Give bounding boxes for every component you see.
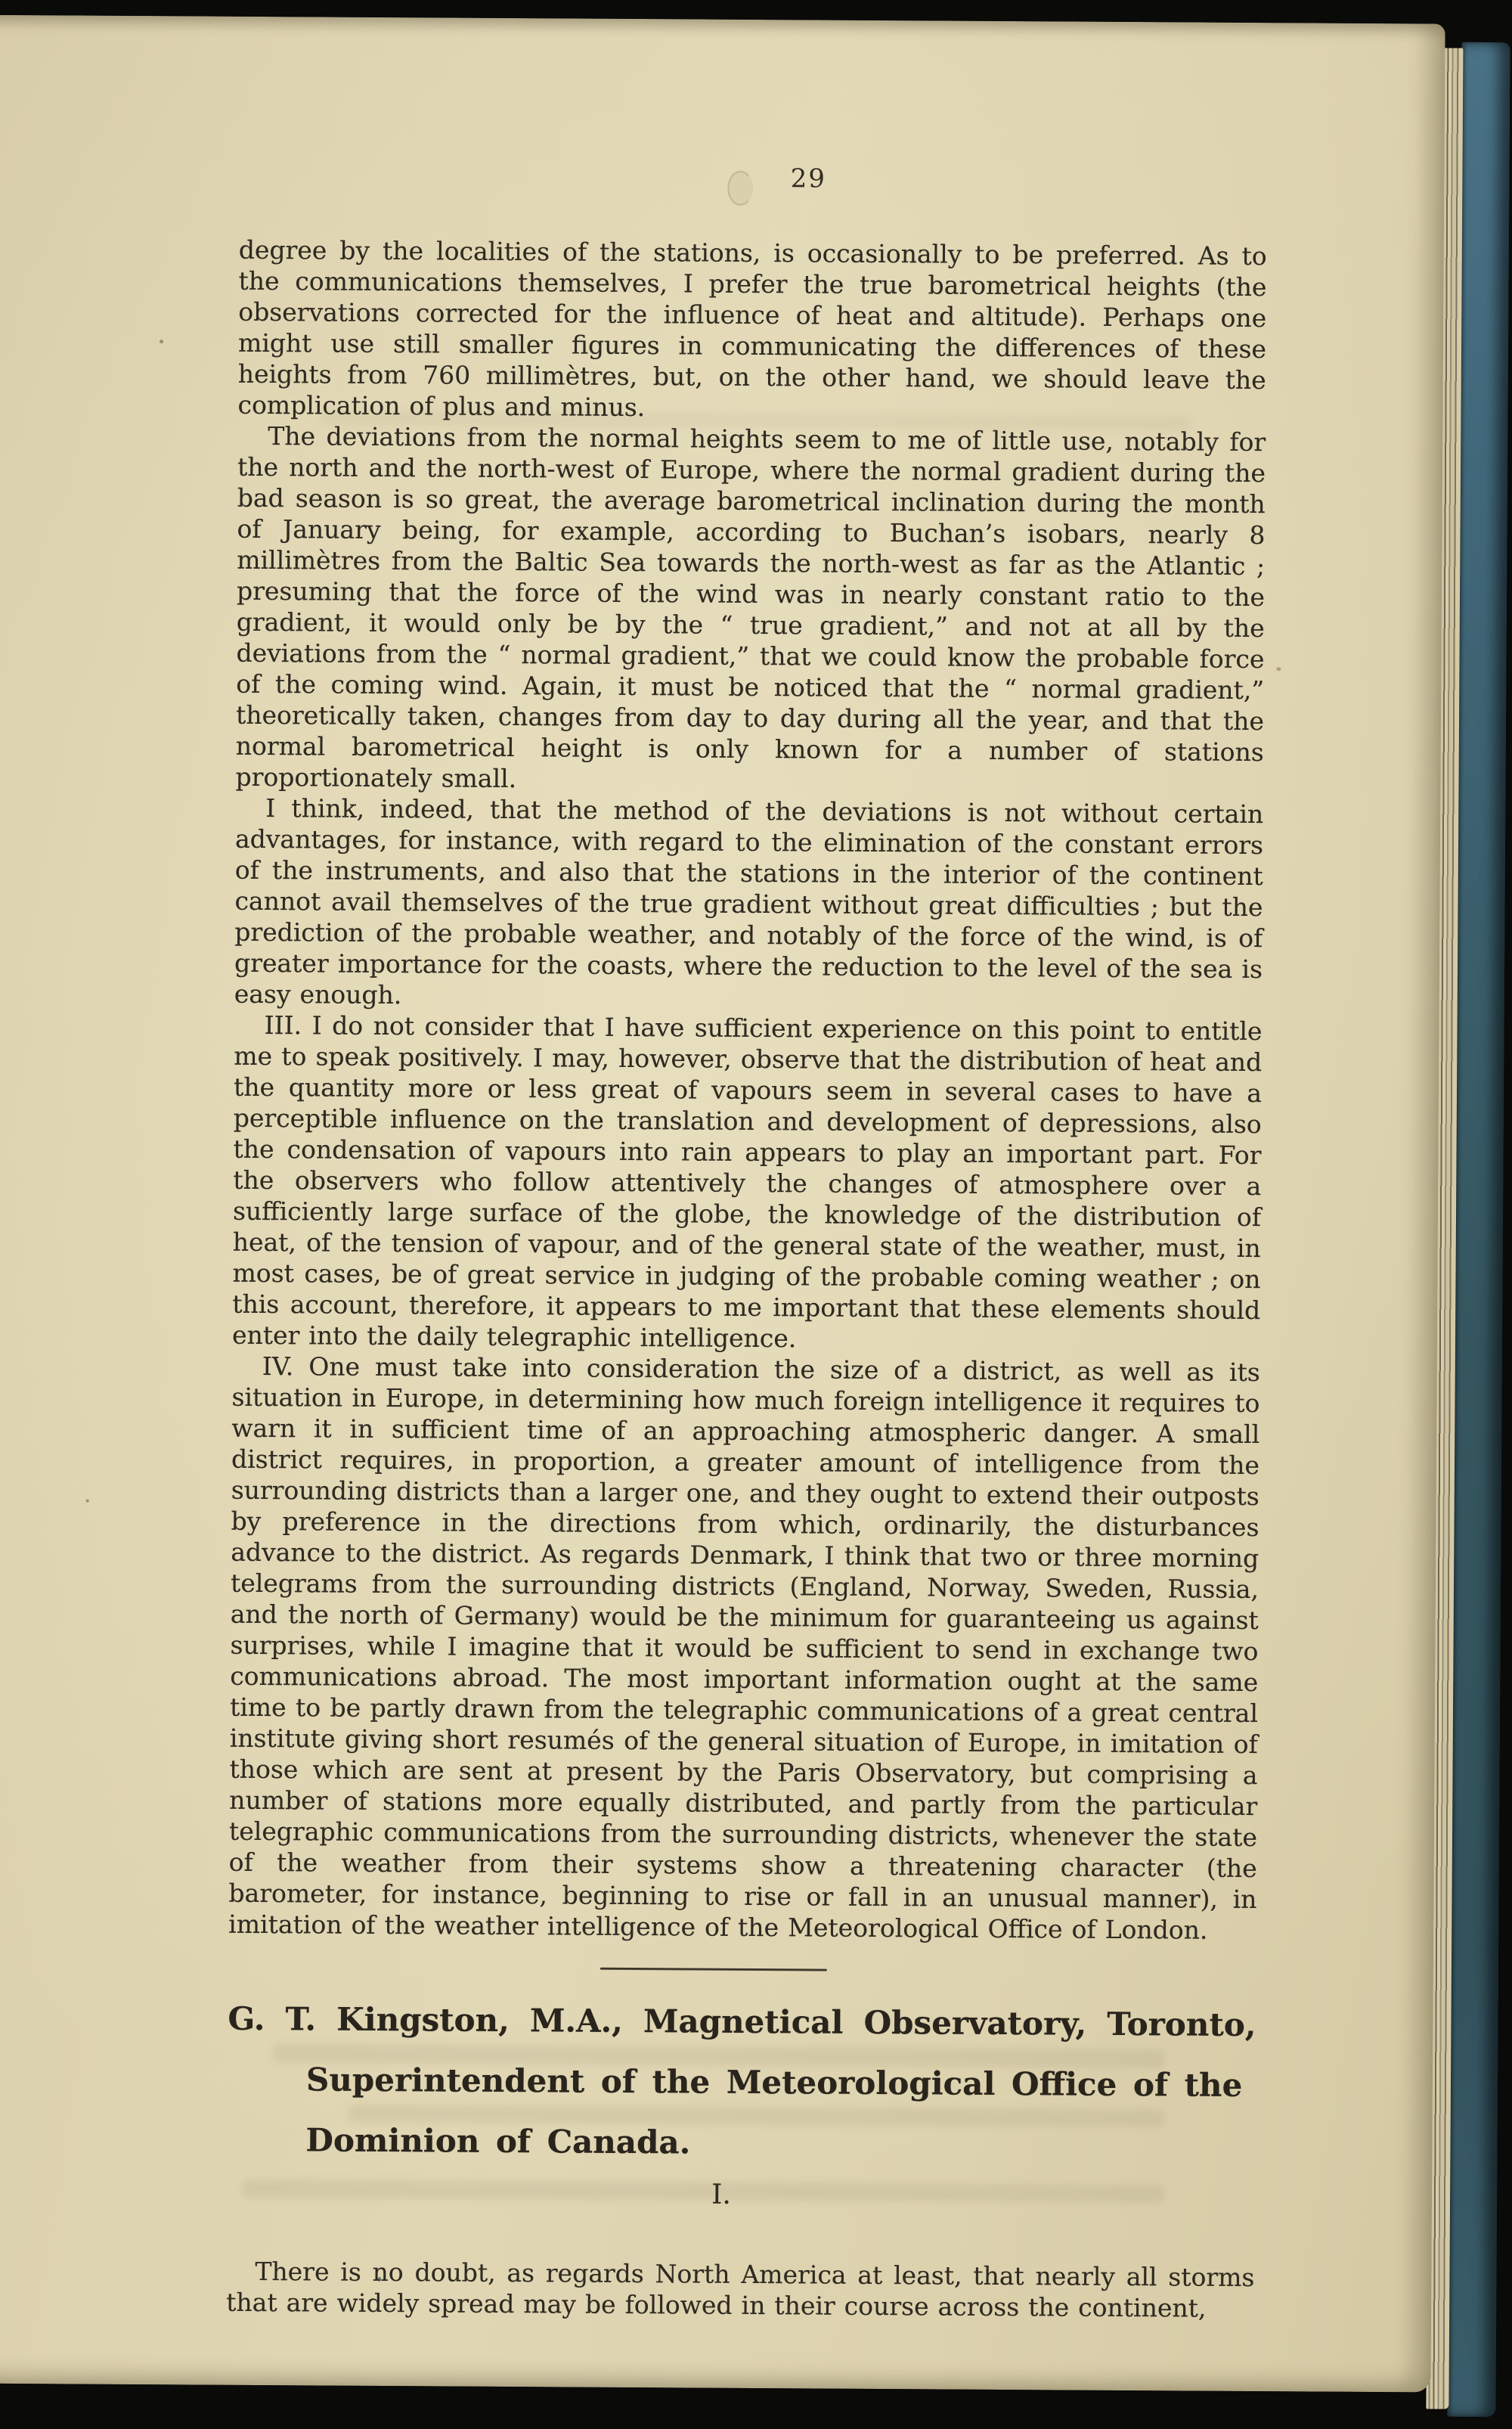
body-paragraph: I think, indeed, that the method of the deviations is not without certain advantages, for instance, with regard to the elimination of the constant errors of the instruments, and also that the stations in the interior of the continent cannot avail themselves of the true gradient without great difficulties ; but the prediction of the probable weather, and notably of the force of the wind, is of greater importance for the coasts, where the reduction to the level of the sea is easy enough. — [234, 793, 1264, 1010]
body-paragraph: degree by the localities of the stations, is occasionally to be preferred. As to the communications themselves, I prefer the true barometrical heights (the observations corrected for the influence of heat and altitude). Perhaps one might use still smaller figures in communicating the differences of these heights from 760 millimètres, but, on the other hand, we should leave the complication of plus and minus. — [237, 234, 1267, 423]
body-paragraph: III. I do not consider that I have sufficient experience on this point to entitle me to speak positively. I may, however, observe that the distribution of heat and the quantity more or less great of vapours seem in several cases to have a perceptible influence on the translation and development of depressions, also the condensation of vapours into rain appears to play an important part. For the observers who follow attentively the changes of atmosphere over a sufficiently large surface of the globe, the knowledge of the distribution of heat, of the tension of vapour, and of the general state of the weather, must, in most cases, be of great service in judging of the probable coming weather ; on this account, therefore, it appears to me important that these elements should enter into the daily telegraphic intelligence. — [231, 1010, 1263, 1354]
author-heading — [227, 1989, 1256, 2176]
page-number: 29 — [790, 163, 827, 194]
section-divider-rule — [600, 1968, 827, 1971]
author-heading-line: Dominion of Canada. — [305, 2121, 691, 2161]
author-heading-line: Superintendent of the Meteorological Office of the — [305, 2061, 1243, 2104]
author-heading-line: G. T. Kingston, M.A., Magnetical Observatory, Toronto, — [228, 1999, 1256, 2044]
paper-speck — [1276, 667, 1281, 671]
paper-speck — [86, 1500, 89, 1503]
page — [0, 15, 1445, 2393]
paper-speck — [160, 340, 163, 343]
text-column — [226, 234, 1267, 2324]
body-paragraph: IV. One must take into consideration the size of a district, as well as its situation in Europe, in determining how much foreign intelligence it requires to warn it in sufficient time of an approaching atmospheric danger. A small district requires, in proportion, a greater amount of intelligence from the surrounding districts than a larger one, and they ought to extend their outposts by preference in the directions from which, ordinarily, the disturbances advance to the district. As regards Denmark, I think that two or three morning telegrams from the surrounding districts (England, Norway, Sweden, Russia, and the north of Germany) would be the minimum for guaranteeing us against surprises, while I imagine that it would be sufficient to send in exchange two communications abroad. The most important information ought at the same time to be partly drawn from the telegraphic communications of a great central institute giving short resumés of the general situation of Europe, in imitation of those which are sent at present by the Paris Observatory, but comprising a number of stations more equally distributed, and partly from the particular telegraphic communications from the surrounding districts, whenever the state of the weather from their systems show a threatening character (the barometer, for instance, beginning to rise or fall in an unusual manner), in imitation of the weather intelligence of the Meteorological Office of London. — [228, 1351, 1260, 1945]
section-numeral: I. — [711, 2179, 732, 2210]
body-paragraph: The deviations from the normal heights seem to me of little use, notably for the north and the north-west of Europe, where the normal gradient during the bad season is so great, the average barometrical inclination during the month of January being, for example, according to Buchan’s isobars, nearly 8 millimètres from the Baltic Sea towards the north-west as far as the Atlantic ; presuming that the force of the wind was in nearly constant ratio to the gradient, it would only be by the “ true gradient,” and not at all by the deviations from the “ normal gradient,” that we could know the probable force of the coming wind. Again, it must be noticed that the “ normal gradient,” theoretically taken, changes from day to day during all the year, and that the normal barometrical height is only known for a number of stations proportionately small. — [235, 421, 1266, 794]
closing-paragraph: There is no doubt, as regards North America at least, that nearly all storms that are widely spread may be followed in their course across the continent, — [226, 2256, 1255, 2323]
